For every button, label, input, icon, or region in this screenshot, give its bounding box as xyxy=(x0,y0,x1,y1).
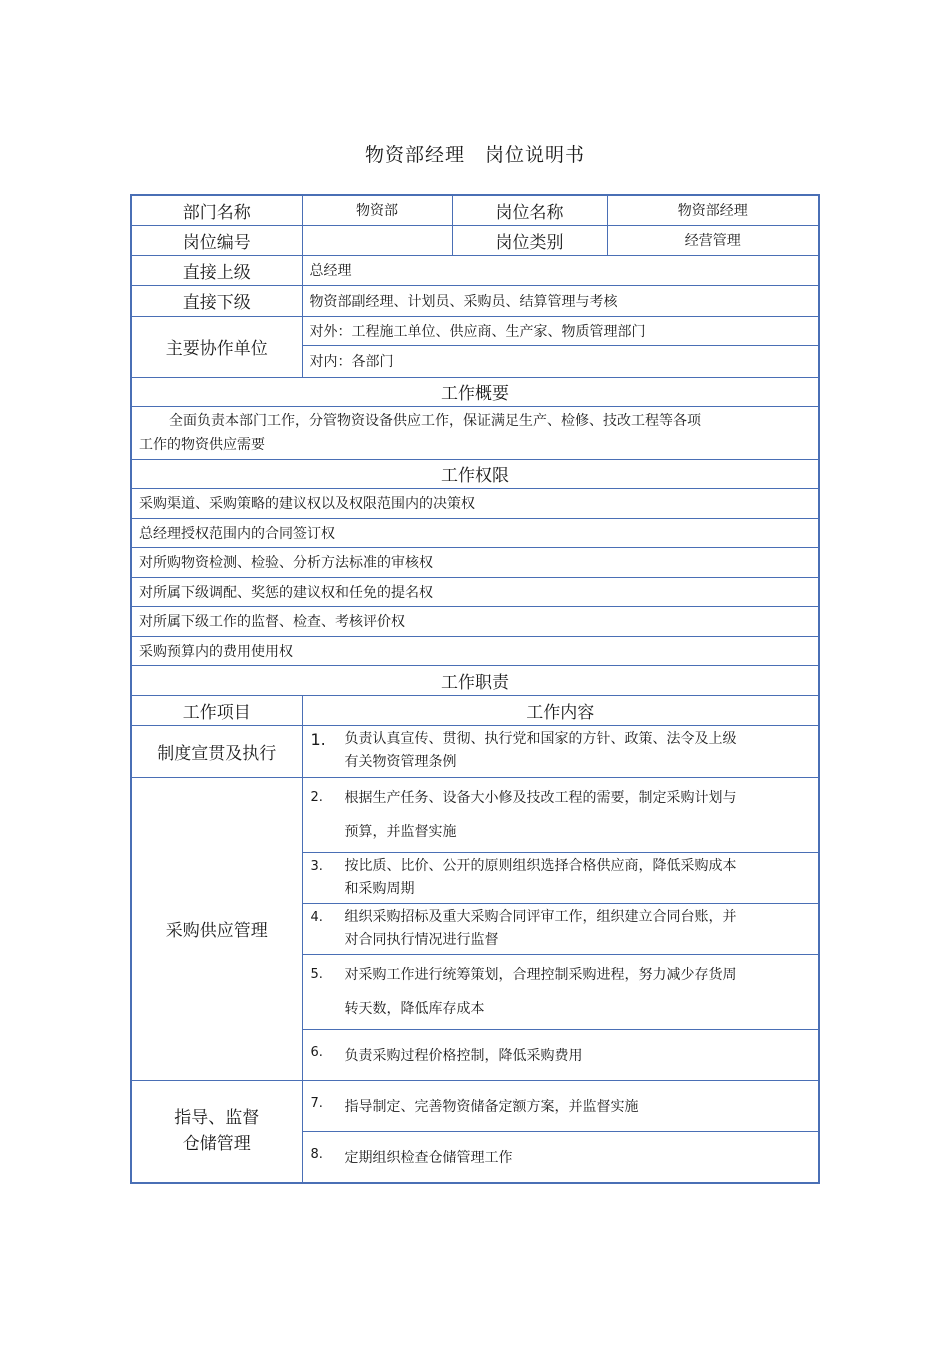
duty-text-line: 定期组织检查仓储管理工作 xyxy=(344,1149,513,1166)
duty-text-line: 负责采购过程价格控制，降低采购费用 xyxy=(344,1047,583,1064)
duty-group-warehouse-line-2: 仓储管理 xyxy=(182,1134,251,1155)
duty-text-line: 按比质、比价、公开的原则组织选择合格供应商，降低采购成本 xyxy=(344,857,737,874)
authority-item: 采购渠道、采购策略的建议权以及权限范围内的决策权 xyxy=(131,488,819,518)
duty-text-line: 和采购周期 xyxy=(344,880,415,897)
superior-value: 总经理 xyxy=(302,255,819,285)
duty-group-warehouse xyxy=(131,1080,302,1183)
authority-item: 总经理授权范围内的合同签订权 xyxy=(131,518,819,547)
dept-name-label: 部门名称 xyxy=(131,195,302,225)
overview-text xyxy=(131,406,819,459)
duty-text-line: 转天数，降低库存成本 xyxy=(344,1000,485,1017)
cooperation-internal: 对内：各部门 xyxy=(302,345,819,377)
authority-item: 对所属下级工作的监督、检查、考核评价权 xyxy=(131,606,819,636)
duty-item xyxy=(302,777,819,852)
duty-item xyxy=(302,903,819,954)
overview-line-1: 全面负责本部门工作，分管物资设备供应工作，保证满足生产、检修、技改工程等各项 xyxy=(169,412,701,429)
duty-text-line: 根据生产任务、设备大小修及技改工程的需要，制定采购计划与 xyxy=(344,789,737,806)
duty-group-warehouse-line-1: 指导、监督 xyxy=(174,1108,260,1129)
duty-item xyxy=(302,1029,819,1080)
job-description-table xyxy=(130,194,820,1184)
duty-item xyxy=(302,954,819,1029)
overview-heading: 工作概要 xyxy=(131,377,819,406)
duties-heading: 工作职责 xyxy=(131,665,819,695)
position-category-label: 岗位类别 xyxy=(452,225,607,255)
duty-text-line: 对采购工作进行统筹策划，合理控制采购进程，努力减少存货周 xyxy=(344,966,737,983)
duty-number: 7. xyxy=(310,1095,323,1111)
document-title: 物资部经理 岗位说明书 xyxy=(364,144,585,166)
dept-name-value: 物资部 xyxy=(302,195,452,225)
duty-text-line: 负责认真宣传、贯彻、执行党和国家的方针、政策、法令及上级 xyxy=(344,731,737,747)
cooperation-external: 对外：工程施工单位、供应商、生产家、物质管理部门 xyxy=(302,316,819,345)
duty-text-line: 组织采购招标及重大采购合同评审工作，组织建立合同台账，并 xyxy=(344,908,737,925)
position-code-label: 岗位编号 xyxy=(131,225,302,255)
duty-item xyxy=(302,1080,819,1131)
duty-item xyxy=(302,1131,819,1183)
duty-number: 3. xyxy=(310,858,323,874)
duty-text-line: 指导制定、完善物资储备定额方案，并监督实施 xyxy=(344,1098,639,1115)
duties-column-content: 工作内容 xyxy=(302,695,819,725)
authority-item: 对所购物资检测、检验、分析方法标准的审核权 xyxy=(131,547,819,577)
subordinate-value: 物资部副经理、计划员、采购员、结算管理与考核 xyxy=(302,285,819,316)
authority-item: 对所属下级调配、奖惩的建议权和任免的提名权 xyxy=(131,577,819,606)
duty-item xyxy=(302,725,819,777)
duty-text-line: 有关物资管理条例 xyxy=(344,754,457,770)
duty-number: 2. xyxy=(310,789,323,805)
cooperation-label: 主要协作单位 xyxy=(131,316,302,377)
overview-line-2: 工作的物资供应需要 xyxy=(139,436,265,453)
duty-number: 8. xyxy=(310,1146,323,1162)
duties-column-item: 工作项目 xyxy=(131,695,302,725)
position-code-value xyxy=(302,225,452,255)
position-name-label: 岗位名称 xyxy=(452,195,607,225)
duty-number: 5. xyxy=(310,966,323,982)
subordinate-label: 直接下级 xyxy=(131,285,302,316)
duty-item xyxy=(302,852,819,903)
duty-number: 6. xyxy=(310,1044,323,1060)
superior-label: 直接上级 xyxy=(131,255,302,285)
position-category-value: 经营管理 xyxy=(607,225,819,255)
authority-heading: 工作权限 xyxy=(131,459,819,488)
position-name-value: 物资部经理 xyxy=(607,195,819,225)
duty-text-line: 预算，并监督实施 xyxy=(344,823,457,840)
duty-number: 1. xyxy=(310,730,326,749)
duty-group-procurement: 采购供应管理 xyxy=(131,777,302,1080)
duty-text-line: 对合同执行情况进行监督 xyxy=(344,931,499,948)
duty-group-system: 制度宣贯及执行 xyxy=(131,725,302,777)
duty-number: 4. xyxy=(310,909,323,925)
authority-item: 采购预算内的费用使用权 xyxy=(131,636,819,665)
